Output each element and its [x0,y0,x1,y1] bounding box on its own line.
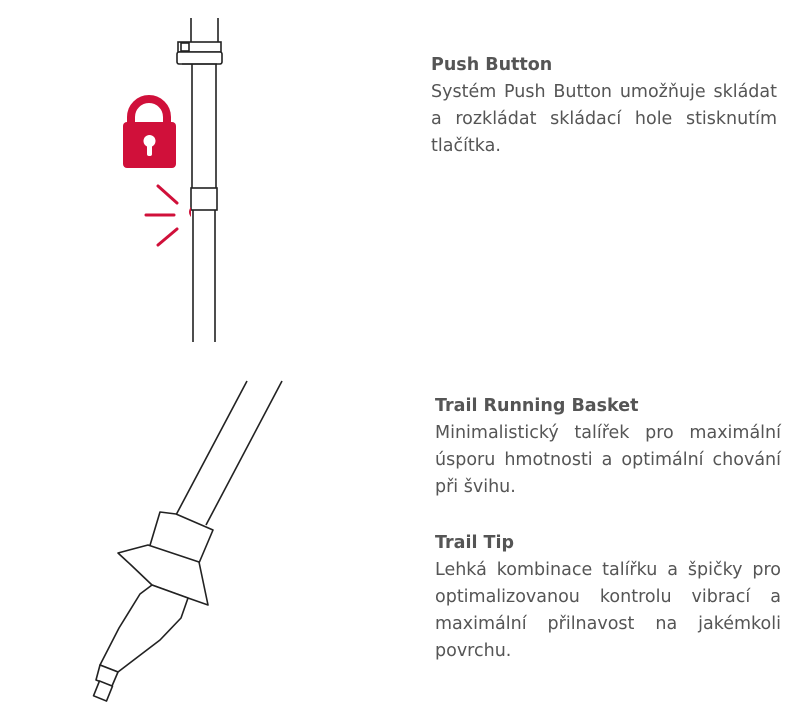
feature-description: Minimalistický talířek pro maximální úsporu hmotnosti a optimální chování při švihu. [435,423,781,497]
feature-title: Trail Tip [435,533,515,553]
feature-trail-running-basket [435,393,781,501]
feature-trail-tip [435,530,781,665]
feature-push-button [431,52,777,160]
feature-description: Lehká kombinace talířku a špičky pro optimalizovanou kontrolu vibrací a maximální přilnavost na jakémkoli povrchu. [435,560,781,661]
pole-lower-section [94,381,282,701]
feature-title: Push Button [431,55,553,75]
feature-description: Systém Push Button umožňuje skládat a rozkládat skládací hole stisknutím tlačítka. [431,82,777,156]
feature-title: Trail Running Basket [435,396,639,416]
